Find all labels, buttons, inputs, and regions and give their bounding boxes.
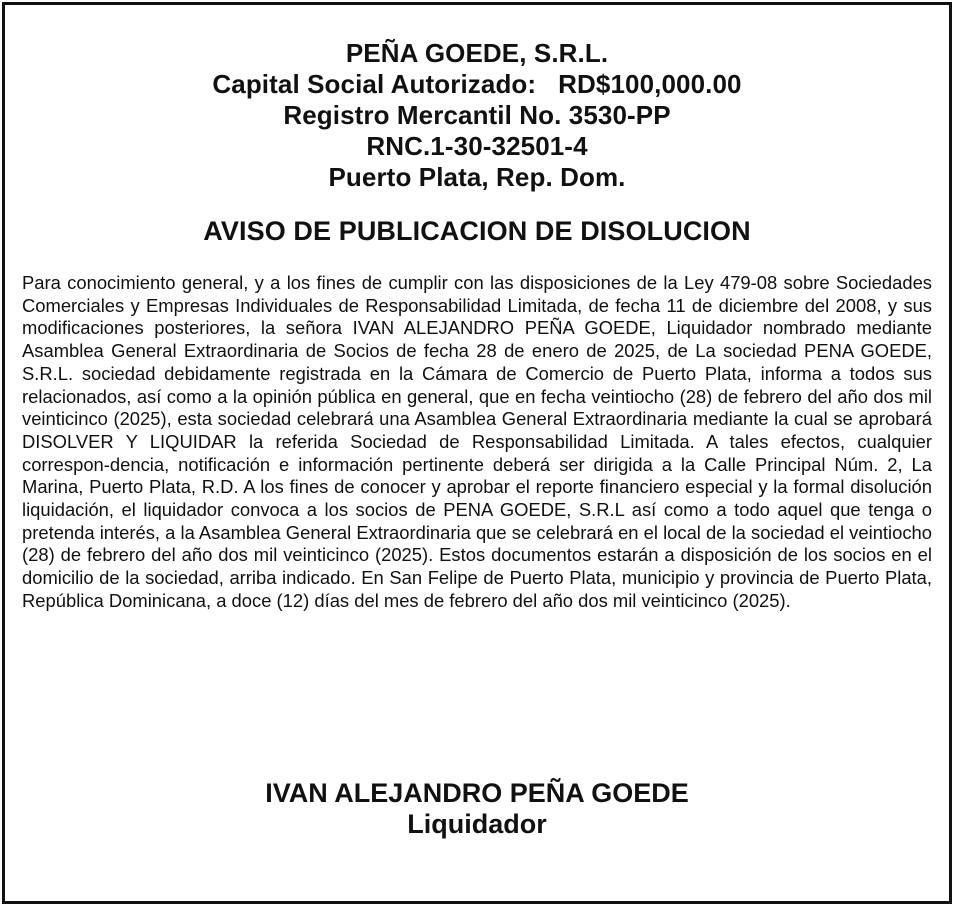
signature-block [5,778,949,839]
signatory-role: Liquidador [407,809,547,839]
mercantile-registry: Registro Mercantil No. 3530-PP [283,100,671,130]
signatory-name: IVAN ALEJANDRO PEÑA GOEDE [265,778,689,808]
notice-body: Para conocimiento general, y a los fines de cumplir con las disposiciones de la Ley 479-08 sobre Sociedades Comerciales y Empresas Individuales de Responsabilidad Limitada, de fecha 11 de diciembre del 2008, y sus modificaciones posteriores, la señora IVAN ALEJANDRO PEÑA GOEDE, Liquidador nombrado mediante Asamblea General Extraordinaria de Socios de fecha 28 de enero de 2025, de La sociedad PENA GOEDE, S.R.L. sociedad debidamente registrada en la Cámara de Comercio de Puerto Plata, informa a todos sus relacionados, así como a la opinión pública en general, que en fecha veintiocho (28) de febrero del año dos mil veinticinco (2025), esta sociedad celebrará una Asamblea General Extraordinaria mediante la cual se aprobará DISOLVER Y LIQUIDAR la referida Sociedad de Responsabilidad Limitada. A tales efectos, cualquier correspon-dencia, notificación e información pertinente deberá ser dirigida a la Calle Principal Núm. 2, La Marina, Puerto Plata, R.D. A los fines de conocer y aprobar el reporte financiero especial y la formal disolución liquidación, el liquidador convoca a los socios de PENA GOEDE, S.R.L así como a todo aquel que tenga o pretenda interés, a la Asamblea General Extraordinaria que se celebrará en el local de la sociedad el veintiocho (28) de febrero del año dos mil veinticinco (2025). Estos documentos estarán a disposición de los socios en el domicilio de la sociedad, arriba indicado. En San Felipe de Puerto Plata, municipio y provincia de Puerto Plata, República Dominicana, a doce (12) días del mes de febrero del año dos mil veinticinco (2025). [22,272,932,611]
company-name: PEÑA GOEDE, S.R.L. [345,38,609,68]
notice-border [2,2,952,904]
company-header [5,38,949,193]
notice-title: AVISO DE PUBLICACION DE DISOLUCION [203,216,751,246]
rnc-number: RNC.1-30-32501-4 [366,131,588,161]
company-location: Puerto Plata, Rep. Dom. [328,162,626,192]
authorized-capital: Capital Social Autorizado: RD$100,000.00 [212,69,742,99]
